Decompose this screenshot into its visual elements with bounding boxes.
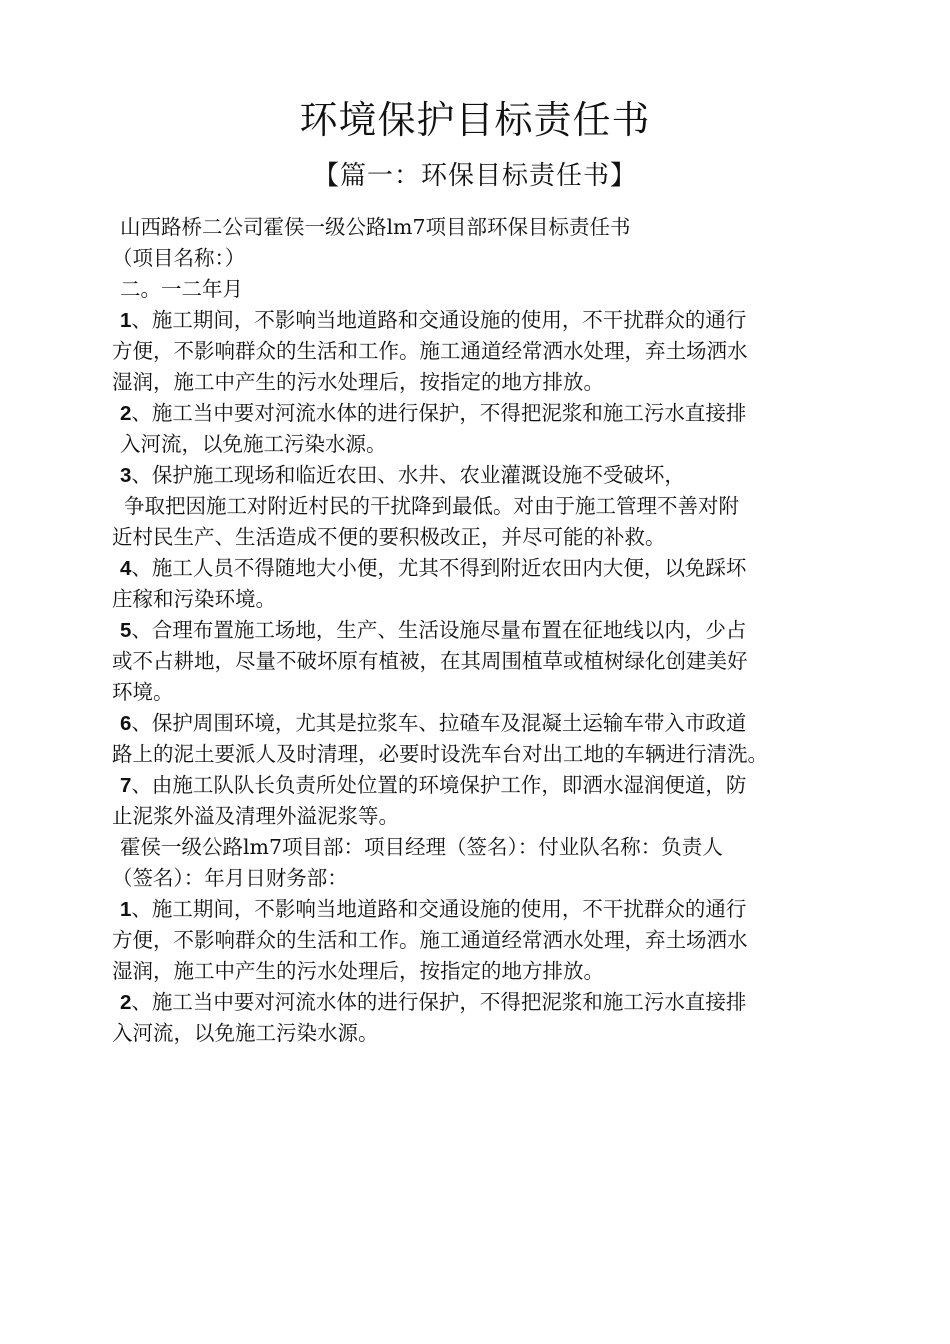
item-text: 、施工期间，不影响当地道路和交通设施的使用，不干扰群众的通行: [131, 897, 747, 921]
signature-line: 霍侯一级公路lm7项目部：项目经理（签名）：付业队名称：负责人: [120, 835, 723, 859]
item-number: 2: [120, 991, 132, 1014]
item-number: 4: [120, 557, 132, 580]
document-subtitle: 【篇一：环保目标责任书】: [312, 161, 637, 191]
item-text: 止泥浆外溢及清理外溢泥浆等。: [112, 804, 399, 828]
item-text: 、合理布置施工场地，生产、生活设施尽量布置在征地线以内，少占: [131, 618, 747, 642]
document-title: 环境保护目标责任书: [299, 98, 651, 142]
item-text: 方便，不影响群众的生活和工作。施工通道经常洒水处理，弃土场洒水: [112, 339, 748, 363]
item-text: 、保护施工现场和临近农田、水井、农业灌溉设施不受破坏，: [131, 463, 685, 487]
date-line: 二。一二年月: [120, 277, 243, 301]
list-item: [112, 615, 852, 708]
item-text: 湿润，施工中产生的污水处理后，按指定的地方排放。: [112, 959, 604, 983]
list-item: [112, 398, 852, 460]
item-text: 、施工人员不得随地大小便，尤其不得到附近农田内大便，以免踩坏: [131, 556, 747, 580]
item-text: 路上的泥土要派人及时清理，必要时设洗车台对出工地的车辆进行清洗。: [112, 742, 768, 766]
list-item: [112, 987, 852, 1049]
document-body: [112, 212, 852, 1049]
item-number: 3: [120, 464, 132, 487]
item-number: 7: [120, 774, 132, 797]
item-text: 庄稼和污染环境。: [112, 587, 276, 611]
item-text: 、由施工队队长负责所处位置的环境保护工作，即洒水湿润便道，防: [131, 773, 747, 797]
item-text: 、保护周围环境，尤其是拉浆车、拉碴车及混凝土运输车带入市政道: [131, 711, 747, 735]
item-text: 湿润，施工中产生的污水处理后，按指定的地方排放。: [112, 370, 604, 394]
item-text: 近村民生产、生活造成不便的要积极改正，并尽可能的补救。: [112, 525, 666, 549]
list-item: [112, 708, 852, 770]
signature-line: （签名）：年月日财务部：: [112, 866, 348, 890]
item-text: 争取把因施工对附近村民的干扰降到最低。对由于施工管理不善对附: [124, 494, 739, 518]
project-header-line: 山西路桥二公司霍侯一级公路lm7项目部环保目标责任书: [120, 215, 631, 239]
item-number: 6: [120, 712, 132, 735]
item-text: 方便，不影响群众的生活和工作。施工通道经常洒水处理，弃土场洒水: [112, 928, 748, 952]
list-item: [112, 305, 852, 398]
list-item: [112, 770, 852, 832]
item-number: 1: [120, 898, 132, 921]
item-text: 、施工期间，不影响当地道路和交通设施的使用，不干扰群众的通行: [131, 308, 747, 332]
item-number: 2: [120, 402, 132, 425]
item-number: 1: [120, 309, 132, 332]
item-text: 入河流，以免施工污染水源。: [112, 1021, 379, 1045]
item-text: 、施工当中要对河流水体的进行保护，不得把泥浆和施工污水直接排: [131, 401, 747, 425]
list-item: [112, 460, 852, 553]
list-item: [112, 894, 852, 987]
item-number: 5: [120, 619, 132, 642]
item-text: 、施工当中要对河流水体的进行保护，不得把泥浆和施工污水直接排: [131, 990, 747, 1014]
project-name-line: （项目名称：）: [112, 246, 246, 270]
list-item: [112, 553, 852, 615]
item-text: 入河流，以免施工污染水源。: [120, 432, 387, 456]
item-text: 环境。: [112, 680, 174, 704]
item-text: 或不占耕地，尽量不破坏原有植被，在其周围植草或植树绿化创建美好: [112, 649, 748, 673]
